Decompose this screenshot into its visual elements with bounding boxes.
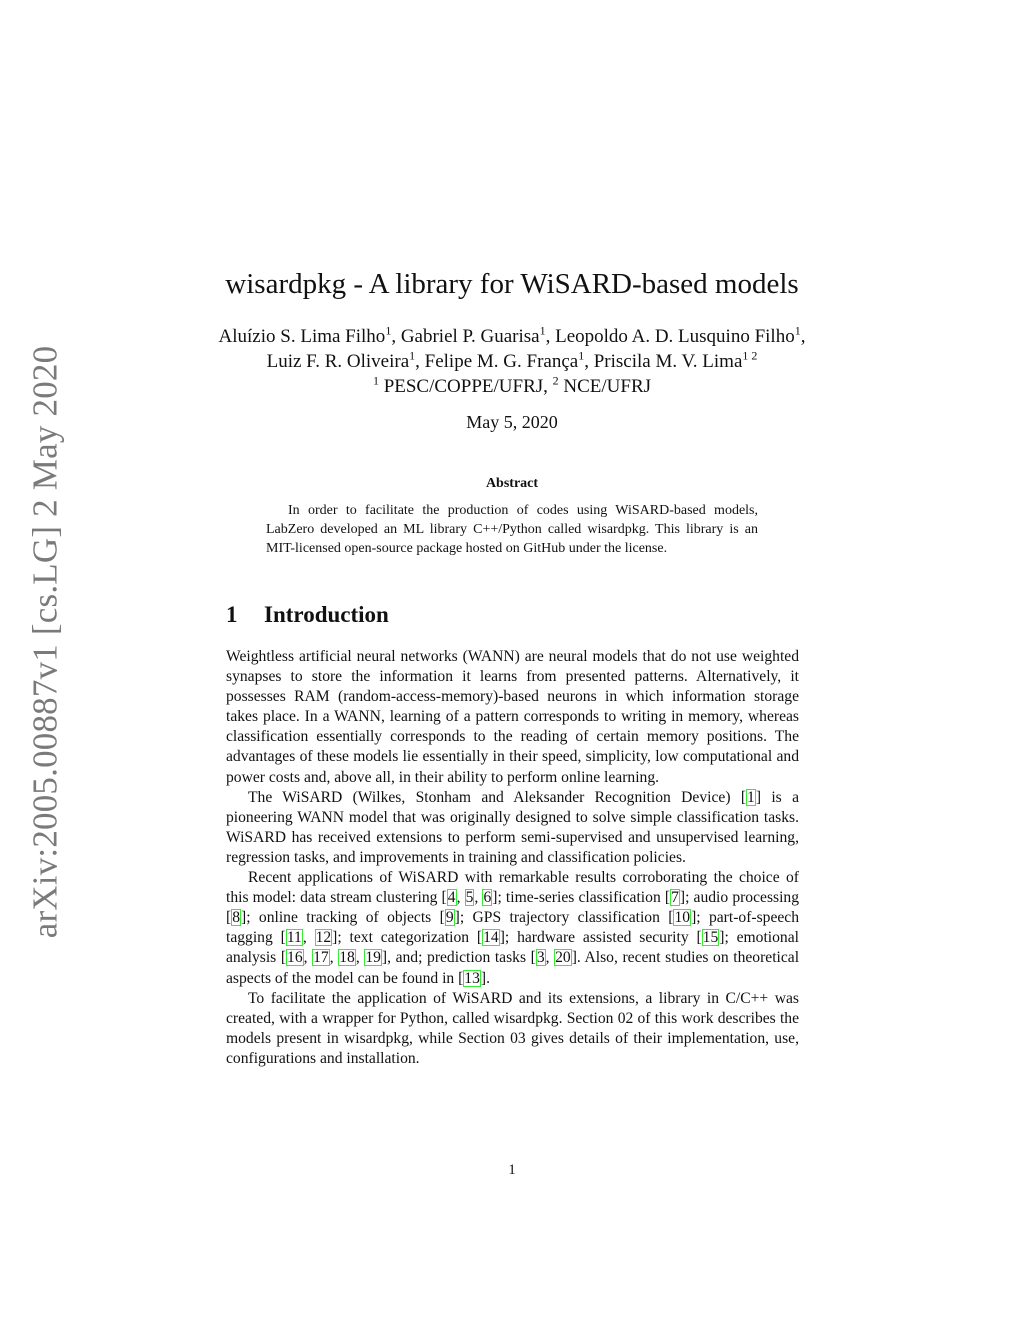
page-number: 1: [508, 1162, 516, 1178]
author-affiliation-mark: 1: [794, 323, 801, 338]
citation-link[interactable]: 9: [445, 909, 454, 927]
author-line-2: Luiz F. R. Oliveira$^1$, Felipe M. G. França$^1$, Priscila M. V. Lima$^{1 2}$: [266, 348, 758, 372]
citation-link[interactable]: 4: [447, 889, 456, 907]
author-line-1: Aluízio S. Lima Filho$^1$, Gabriel P. Guarisa$^1$, Leopoldo A. D. Lusquino Filho$^1$,: [218, 323, 806, 347]
section-heading: [226, 602, 389, 628]
introduction-body: [226, 647, 799, 1069]
author-affiliation-mark: 1: [385, 323, 392, 338]
citation-link[interactable]: 3: [536, 949, 545, 967]
author-block: [120, 324, 904, 399]
affiliation-number: 1: [372, 373, 379, 388]
arxiv-id-text: arXiv:2005.00887v1 [cs.LG] 2 May 2020: [25, 345, 64, 939]
affiliation-name: NCE/UFRJ: [558, 376, 652, 397]
paragraph-3: Recent applications of WiSARD with remarkable results corroborating the choice of this model: data stream clustering [4, 5, 6]; time-series classification [7]; audio processing [8]; online tracking of objects [9]; GPS trajectory classification [10]; part-of-speech tagging [11, 12]; text categorization [14]; hardware assisted security [15]; emotional analysis [16, 17, 18, 19], and; prediction tasks [3, 20]. Also, recent studies on theoretical aspects of the model can be found in [13].: [226, 869, 800, 987]
citation-link[interactable]: 19: [365, 949, 381, 967]
paragraph-4: To facilitate the application of WiSARD and its extensions, a library in C/C++ was created, with a wrapper for Python, called wisardpkg. Section 02 of this work describes the models present in wisardpkg, while Section 03 gives details of their implementation, use, configurations and installation.: [226, 989, 799, 1067]
affiliations-line: [120, 374, 904, 399]
citation-link[interactable]: 6: [483, 889, 492, 907]
section-title: Introduction: [264, 602, 389, 627]
author-affiliation-mark: 1: [539, 323, 546, 338]
author-name: Priscila M. V. Lima: [593, 351, 743, 372]
abstract-heading: Abstract: [485, 476, 539, 491]
publication-date: May 5, 2020: [466, 412, 558, 432]
paper-title: wisardpkg - A library for WiSARD-based models: [225, 268, 799, 300]
author-affiliation-mark: 1: [409, 348, 416, 363]
citation-link[interactable]: 10: [674, 909, 691, 927]
citation-link[interactable]: 18: [339, 949, 355, 967]
affiliation-number: 2: [552, 373, 559, 388]
author-affiliation-mark: 1 2: [742, 348, 758, 363]
citation-link[interactable]: 20: [555, 949, 571, 967]
arxiv-identifier-stamp: [20, 345, 70, 939]
section-number: 1: [226, 602, 238, 627]
paragraph-1: Weightless artificial neural networks (WANN) are neural models that do not use weighted synapses to store the information it learns from presented patterns. Alternatively, it possesses RAM (random-access-memory)-based neurons in which information storage takes place. In a WANN, learning of a pattern corresponds to writing in memory, whereas classification essentially corresponds to the reading of certain memory positions. The advantages of these models lie essentially in their speed, simplicity, low computational and power costs and, above all, in their ability to perform online learning.: [226, 648, 799, 786]
author-name: Gabriel P. Guarisa: [400, 326, 540, 347]
citation-link[interactable]: 13: [464, 969, 480, 987]
citation-link[interactable]: 16: [287, 949, 303, 967]
citation-link[interactable]: 12: [315, 929, 332, 947]
author-name: Felipe M. G. França: [424, 351, 579, 372]
abstract-text: In order to facilitate the production of codes using WiSARD-based models, LabZero developed an ML library C++/Python called wisardpkg. This library is an MIT-licensed open-source package hosted on GitHub under the license.: [266, 503, 758, 557]
citation-link[interactable]: 14: [483, 929, 499, 947]
affiliation-name: PESC/COPPE/UFRJ,: [378, 376, 553, 397]
author-name: Luiz F. R. Oliveira: [266, 351, 410, 372]
paragraph-2: The WiSARD (Wilkes, Stonham and Aleksander Recognition Device) [1] is a pioneering WANN model that was originally designed to solve simple classification tasks. WiSARD has received extensions to perform semi-supervised and unsupervised learning, regression tasks, and improvements in training and classification policies.: [226, 788, 799, 866]
author-affiliation-mark: 1: [578, 348, 585, 363]
author-name: Leopoldo A. D. Lusquino Filho: [555, 326, 795, 347]
citation-link[interactable]: 15: [702, 929, 719, 947]
citation-link[interactable]: 5: [465, 889, 474, 907]
citation-link[interactable]: 1: [747, 788, 755, 806]
citation-link[interactable]: 11: [286, 929, 302, 947]
citation-link[interactable]: 17: [313, 949, 329, 967]
citation-link[interactable]: 7: [671, 889, 679, 907]
author-name: Aluízio S. Lima Filho: [218, 326, 386, 347]
citation-link[interactable]: 8: [232, 909, 240, 927]
